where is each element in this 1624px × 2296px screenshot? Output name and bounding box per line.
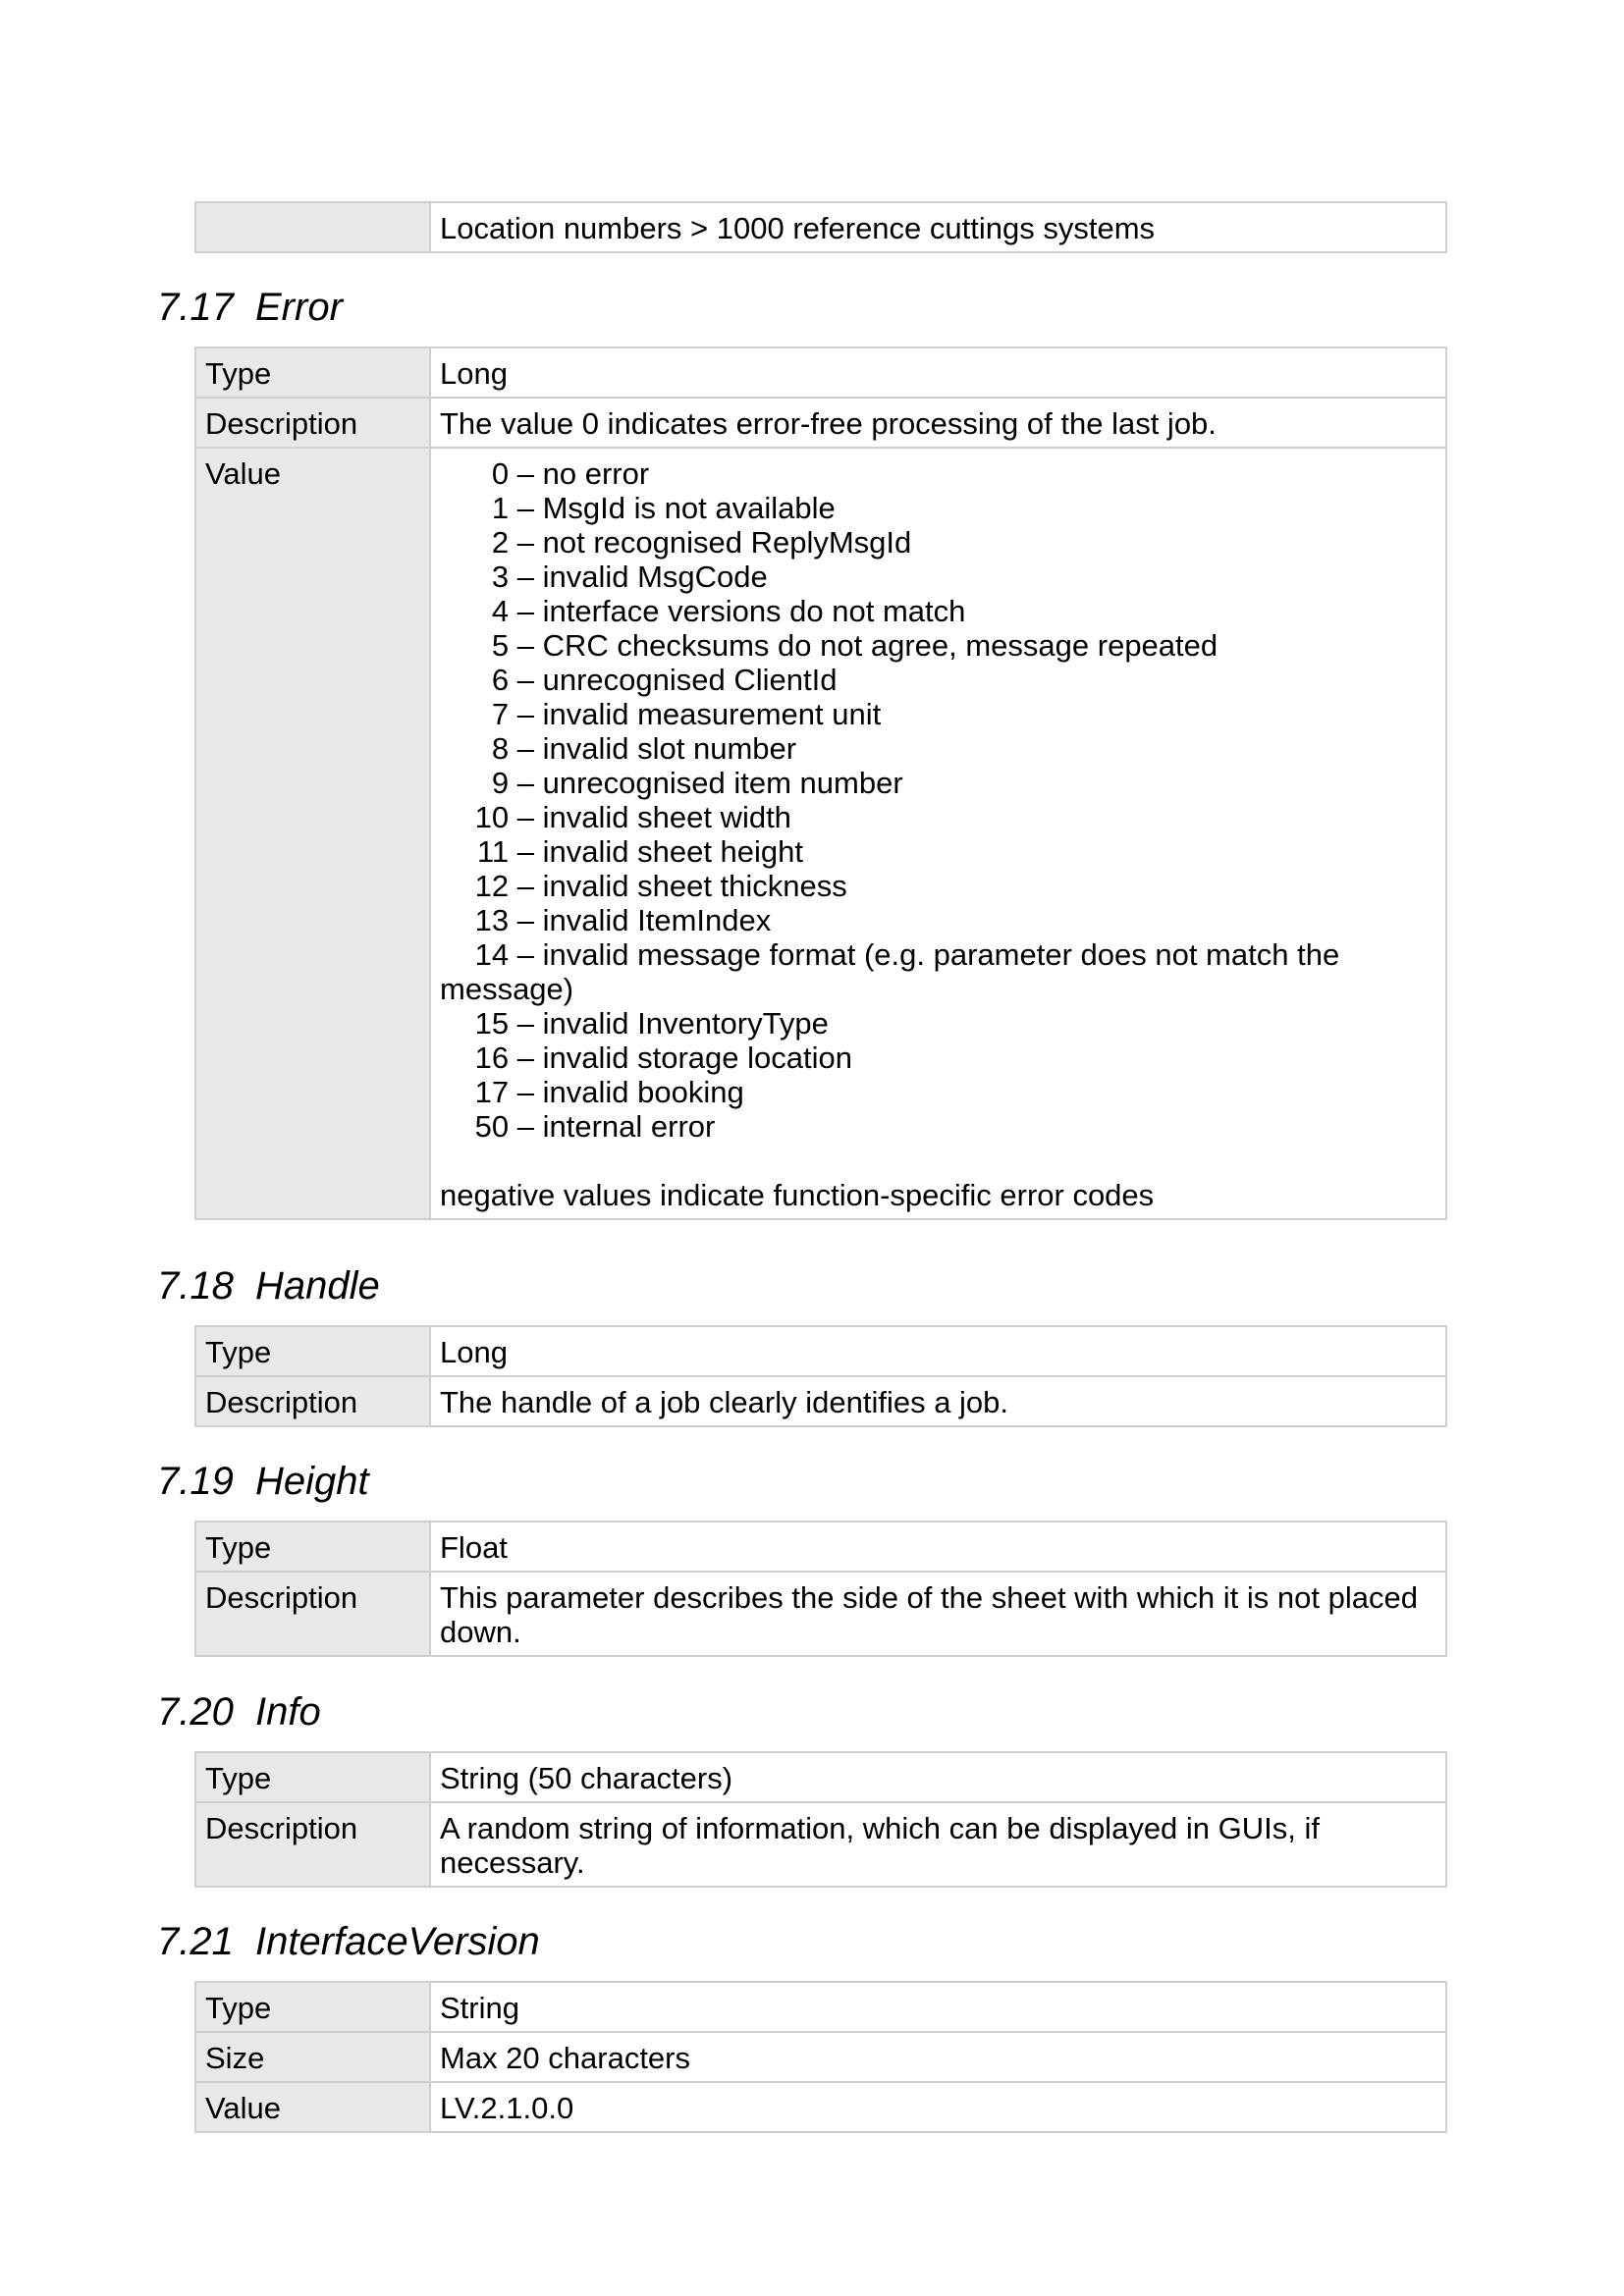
table-key-cell: Description <box>195 1376 430 1426</box>
table-value-cell: A random string of information, which can be displayed in GUIs, if necessary. <box>430 1802 1446 1887</box>
table-value-cell: The value 0 indicates error-free processing of the last job. <box>430 398 1446 448</box>
error-code-text: not recognised ReplyMsgId <box>534 525 912 560</box>
error-code-text: invalid storage location <box>534 1041 852 1075</box>
section-number: 7.19 <box>157 1460 234 1503</box>
table-row-value <box>195 2082 1446 2132</box>
table-value-cell: String (50 characters) <box>430 1752 1446 1802</box>
section-heading-handle <box>157 1263 380 1308</box>
table-key-cell: Description <box>195 398 430 448</box>
section-title: Info <box>255 1690 321 1734</box>
section-number: 7.18 <box>157 1264 234 1308</box>
error-code-number: 8 – <box>491 731 534 766</box>
error-code-number: 13 – <box>474 903 534 937</box>
table-value-cell <box>430 448 1446 1219</box>
table-row <box>195 202 1446 252</box>
error-code-item <box>440 491 1437 525</box>
section-title: Handle <box>255 1264 380 1308</box>
error-code-item <box>440 1075 1437 1109</box>
error-code-text: MsgId is not available <box>534 491 836 525</box>
error-code-text: interface versions do not match <box>534 594 966 628</box>
error-code-item <box>440 731 1437 766</box>
error-code-number: 14 – <box>474 937 534 972</box>
table-key-cell <box>195 202 430 252</box>
error-code-item <box>440 869 1437 903</box>
table-key-cell: Value <box>195 2082 430 2132</box>
table-row-description <box>195 1572 1446 1656</box>
table-row-description <box>195 1376 1446 1426</box>
error-code-item <box>440 834 1437 869</box>
error-code-item <box>440 800 1437 834</box>
error-code-text: unrecognised ClientId <box>534 663 838 697</box>
table-row-type <box>195 347 1446 398</box>
error-code-text: invalid MsgCode <box>534 560 768 594</box>
error-code-item <box>440 937 1437 972</box>
table-value-cell: Long <box>430 347 1446 398</box>
table-key-cell: Description <box>195 1572 430 1656</box>
error-code-item <box>440 1109 1437 1144</box>
error-code-number: 1 – <box>491 491 534 525</box>
interface-version-table <box>194 1981 1447 2133</box>
section-heading-interface-version <box>157 1919 540 1964</box>
table-key-cell: Type <box>195 1982 430 2032</box>
table-row-description <box>195 1802 1446 1887</box>
error-code-number: 5 – <box>491 628 534 663</box>
error-code-number: 3 – <box>491 560 534 594</box>
error-code-text: invalid slot number <box>534 731 797 766</box>
error-code-item <box>440 766 1437 800</box>
table-value-cell: LV.2.1.0.0 <box>430 2082 1446 2132</box>
prev-table <box>194 201 1447 253</box>
error-code-item <box>440 525 1437 560</box>
error-code-text: invalid sheet height <box>534 834 804 869</box>
error-code-number: 50 – <box>474 1109 534 1144</box>
table-value-cell: Max 20 characters <box>430 2032 1446 2082</box>
section-title: InterfaceVersion <box>255 1920 540 1963</box>
error-table <box>194 347 1447 1220</box>
info-table <box>194 1751 1447 1888</box>
section-heading-height <box>157 1459 369 1504</box>
table-row-value <box>195 448 1446 1219</box>
error-note: negative values indicate function-specific error codes <box>440 1178 1155 1212</box>
error-code-number: 16 – <box>474 1041 534 1075</box>
error-code-number: 0 – <box>491 456 534 491</box>
error-code-text: CRC checksums do not agree, message repeated <box>534 628 1218 663</box>
error-code-list <box>440 456 1437 1144</box>
error-code-number: 11 – <box>476 834 534 869</box>
error-code-number: 7 – <box>491 697 534 731</box>
table-value-cell: Long <box>430 1326 1446 1376</box>
section-title: Height <box>255 1460 369 1503</box>
error-code-item <box>440 1006 1437 1041</box>
table-value-cell: String <box>430 1982 1446 2032</box>
section-title: Error <box>255 286 343 329</box>
section-number: 7.20 <box>157 1690 234 1734</box>
error-code-text: invalid booking <box>534 1075 744 1109</box>
table-value-cell: Location numbers > 1000 reference cuttings systems <box>430 202 1446 252</box>
error-code-text: unrecognised item number <box>534 766 903 800</box>
table-value-cell: This parameter describes the side of the sheet with which it is not placed down. <box>430 1572 1446 1656</box>
error-code-number: 17 – <box>474 1075 534 1109</box>
error-code-number: 2 – <box>491 525 534 560</box>
table-key-cell: Type <box>195 1326 430 1376</box>
table-key-cell: Size <box>195 2032 430 2082</box>
table-value-cell: The handle of a job clearly identifies a job. <box>430 1376 1446 1426</box>
table-row-description <box>195 398 1446 448</box>
error-code-continuation: message) <box>440 972 574 1006</box>
error-code-item <box>440 903 1437 937</box>
table-row-type <box>195 1752 1446 1802</box>
error-code-item <box>440 1041 1437 1075</box>
error-code-text: invalid measurement unit <box>534 697 882 731</box>
table-key-cell: Type <box>195 1752 430 1802</box>
error-code-number: 15 – <box>474 1006 534 1041</box>
error-code-item <box>440 594 1437 628</box>
section-heading-error <box>157 285 343 330</box>
table-row-size <box>195 2032 1446 2082</box>
section-number: 7.21 <box>157 1920 234 1963</box>
error-code-number: 10 – <box>474 800 534 834</box>
error-code-text: invalid sheet thickness <box>534 869 847 903</box>
handle-table <box>194 1325 1447 1427</box>
table-value-cell: Float <box>430 1522 1446 1572</box>
table-key-cell: Description <box>195 1802 430 1887</box>
error-code-number: 12 – <box>474 869 534 903</box>
error-code-text: no error <box>534 456 650 491</box>
error-code-text: invalid sheet width <box>534 800 791 834</box>
error-code-item <box>440 560 1437 594</box>
error-code-text: internal error <box>534 1109 716 1144</box>
error-code-number: 4 – <box>491 594 534 628</box>
error-code-item <box>440 663 1437 697</box>
error-code-number: 9 – <box>491 766 534 800</box>
error-code-item <box>440 456 1437 491</box>
error-code-number: 6 – <box>491 663 534 697</box>
table-key-cell: Type <box>195 1522 430 1572</box>
table-key-cell: Type <box>195 347 430 398</box>
section-number: 7.17 <box>157 286 234 329</box>
error-code-item <box>440 697 1437 731</box>
error-code-text: invalid InventoryType <box>534 1006 829 1041</box>
section-heading-info <box>157 1689 321 1735</box>
error-code-text: invalid ItemIndex <box>534 903 772 937</box>
error-code-item <box>440 628 1437 663</box>
height-table <box>194 1521 1447 1657</box>
table-key-cell: Value <box>195 448 430 1219</box>
table-row-type <box>195 1982 1446 2032</box>
error-code-text: invalid message format (e.g. parameter does not match the <box>534 937 1340 972</box>
table-row-type <box>195 1522 1446 1572</box>
table-row-type <box>195 1326 1446 1376</box>
